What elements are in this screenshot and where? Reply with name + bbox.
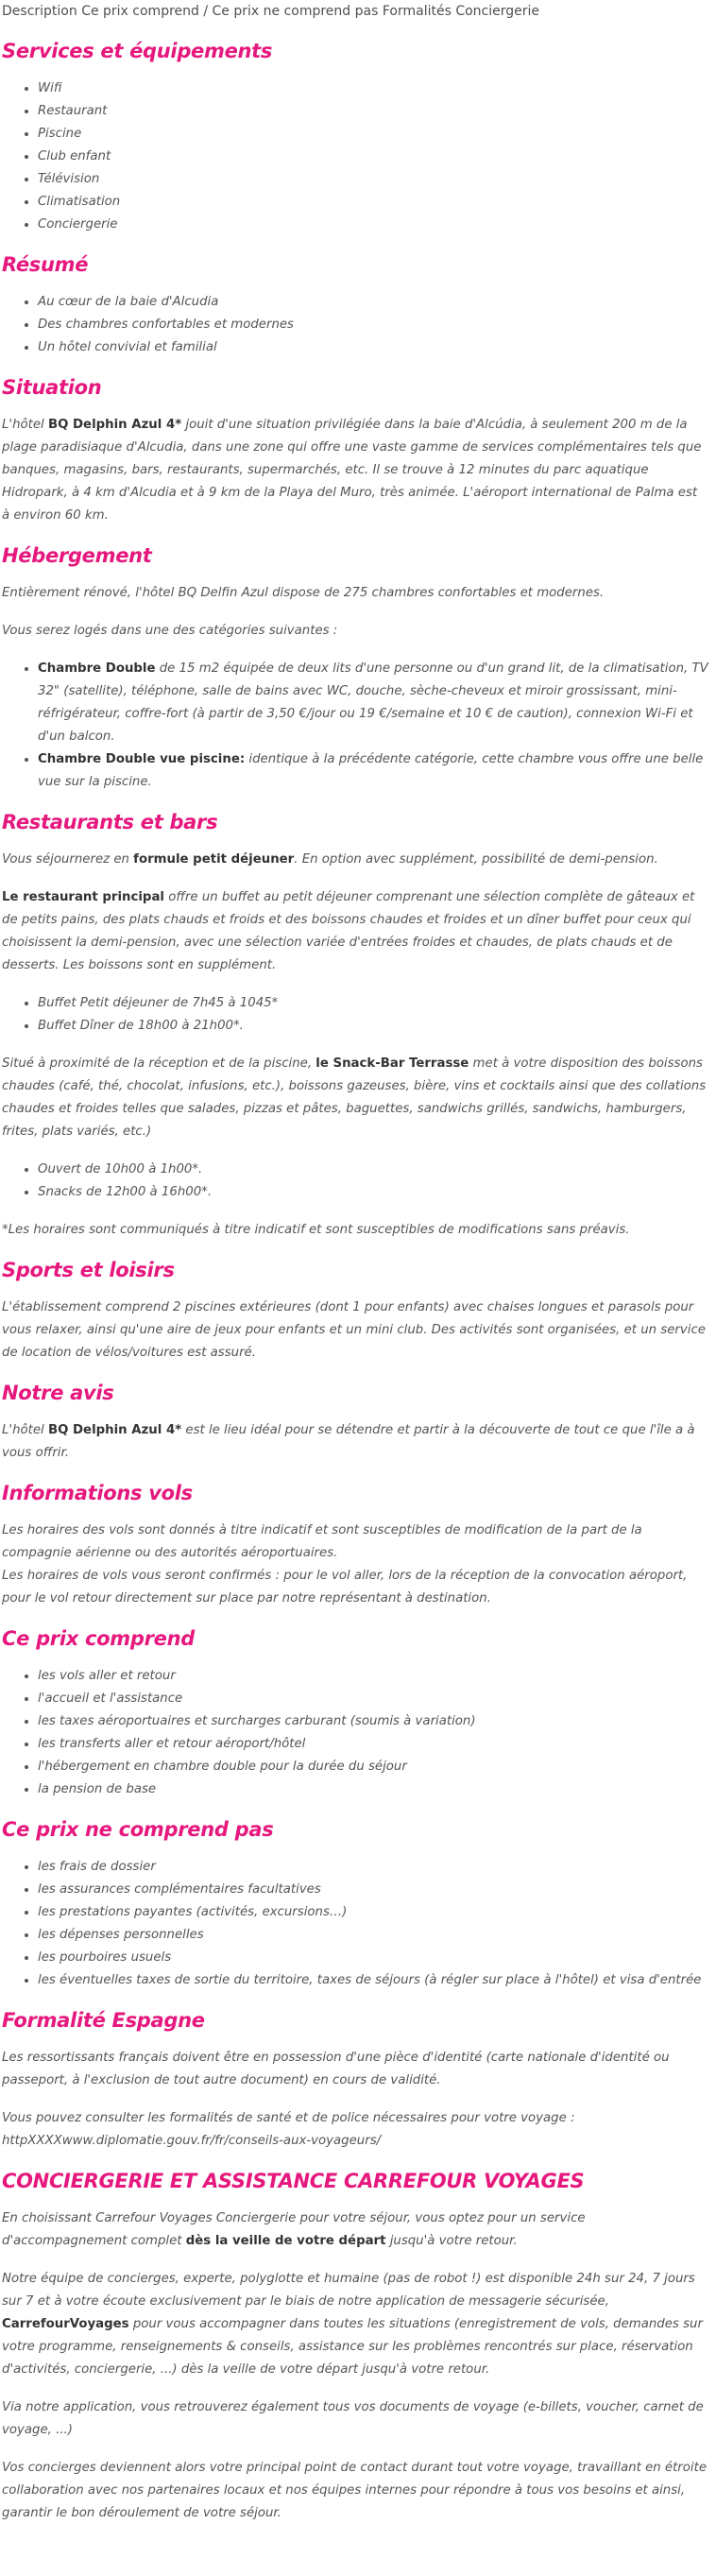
- sports-text: L'établissement comprend 2 piscines extérieures (dont 1 pour enfants) avec chaises longues et parasols pour vous relaxer, ainsi qu'une aire de jeux pour enfants et un mini club. Des activités sont organisées, et un service de location de vélos/voitures est assuré.: [2, 1300, 706, 1360]
- conciergerie-contact: Vos concierges deviennent alors votre principal point de contact durant tout votre voyage, travaillant en étroite collaboration avec nos partenaires locaux et nos équipes internes pour répondre à tous vos besoins et ainsi, garantir le bon déroulement de votre séjour.: [2, 2461, 707, 2520]
- restaurant-hours: [2, 992, 708, 1038]
- tab-conciergerie[interactable]: Conciergerie: [455, 4, 540, 19]
- vols-text-1: Les horaires des vols sont donnés à titre indicatif et sont susceptibles de modification de la part de la compagnie aérienne ou des autorités aéroportuaires.: [2, 1523, 642, 1560]
- services-title: Services et équipements: [2, 40, 273, 62]
- room-list: [2, 658, 708, 794]
- list-item: • Wifi: [38, 77, 708, 100]
- hours-note: *Les horaires sont communiqués à titre indicatif et sont susceptibles de modifications sans préavis.: [2, 1223, 630, 1237]
- list-item: • les transferts aller et retour aéroport/hôtel: [38, 1733, 708, 1756]
- list-item: • Snacks de 12h00 à 16h00*.: [38, 1181, 708, 1204]
- conciergerie-team: Notre équipe de concierges, experte, polyglotte et humaine (pas de robot !) est disponible 24h sur 24, 7 jours sur 7 et à votre écoute exclusivement par le biais de notre application de messagerie sécurisée, CarrefourVoyages pour vous accompagner dans toutes les situations (enregistrement de vols, demandes sur votre programme, renseignements & conseils, assistance sur les problèmes rencontrés sur place, réservation d'activités, conciergerie, ...) dès la veille de votre départ jusqu'à votre retour.: [2, 2272, 703, 2377]
- list-item: • les prestations payantes (activités, excursions…): [38, 1901, 708, 1924]
- snack-bar-text: Situé à proximité de la réception et de la piscine, le Snack-Bar Terrasse met à votre disposition des boissons chaudes (café, thé, chocolat, infusions, etc.), boissons gazeuses, bière, vins et cocktails ainsi que des collations chaudes et froides telles que salades, pizzas et pâtes, baguettes, sandwichs grillés, sandwichs, hamburgers, frites, plats variés, etc.): [2, 1056, 707, 1139]
- list-item: • Buffet Dîner de 18h00 à 21h00*.: [38, 1015, 708, 1038]
- list-item: • les frais de dossier: [38, 1856, 708, 1879]
- restaurants-title: Restaurants et bars: [2, 811, 218, 833]
- formalite-text: Les ressortissants français doivent être en possession d'une pièce d'identité (carte nationale d'identité ou passeport, à l'exclusion de tout autre document) en cours de validité.: [2, 2051, 670, 2087]
- list-item: • Ouvert de 10h00 à 1h00*.: [38, 1159, 708, 1181]
- list-item: • Climatisation: [38, 191, 708, 214]
- list-item: • Conciergerie: [38, 214, 708, 236]
- list-item: • Chambre Double vue piscine: identique à la précédente catégorie, cette chambre vous offre une belle vue sur la piscine.: [38, 748, 708, 794]
- list-item: • Des chambres confortables et modernes: [38, 314, 708, 336]
- list-item: • la pension de base: [38, 1778, 708, 1801]
- conciergerie-app: Via notre application, vous retrouverez également tous vos documents de voyage (e-billets, voucher, carnet de voyage, ...): [2, 2400, 704, 2437]
- list-item: • Restaurant: [38, 100, 708, 123]
- ne-comprend-list: [2, 1856, 708, 1992]
- tab-bar: [2, 0, 708, 21]
- list-item: • l'accueil et l'assistance: [38, 1688, 708, 1710]
- list-item: • Piscine: [38, 123, 708, 146]
- snack-bar-hours: [2, 1159, 708, 1204]
- list-item: • Buffet Petit déjeuner de 7h45 à 1045*: [38, 992, 708, 1015]
- list-item: • les taxes aéroportuaires et surcharges carburant (soumis à variation): [38, 1710, 708, 1733]
- situation-text: L'hôtel BQ Delphin Azul 4* jouit d'une situation privilégiée dans la baie d'Alcúdia, à seulement 200 m de la plage paradisiaque d'Alcudia, dans une zone qui offre une vaste gamme de services complémentaires tels que banques, magasins, bars, restaurants, supermarchés, etc. Il se trouve à 12 minutes du parc aquatique Hidropark, à 4 km d'Alcudia et à 9 km de la Playa del Muro, très animée. L'aéroport international de Palma est à environ 60 km.: [2, 418, 702, 523]
- list-item: • l'hébergement en chambre double pour la durée du séjour: [38, 1756, 708, 1778]
- hebergement-categories-intro: Vous serez logés dans une des catégories suivantes :: [2, 624, 338, 638]
- list-item: • les vols aller et retour: [38, 1665, 708, 1688]
- list-item: • les éventuelles taxes de sortie du territoire, taxes de séjours (à régler sur place à l'hôtel) et visa d'entrée: [38, 1969, 708, 1992]
- list-item: • les assurances complémentaires facultatives: [38, 1879, 708, 1901]
- hebergement-intro: Entièrement rénové, l'hôtel BQ Delfin Azul dispose de 275 chambres confortables et modernes.: [2, 586, 605, 600]
- sports-title: Sports et loisirs: [2, 1259, 175, 1281]
- list-item: • les pourboires usuels: [38, 1947, 708, 1969]
- vols-text-2: Les horaires de vols vous seront confirmés : pour le vol aller, lors de la réception de la convocation aéroport, pour le vol retour directement sur place par notre représentant à destination.: [2, 1569, 688, 1606]
- restaurants-formula: Vous séjournerez en formule petit déjeuner. En option avec supplément, possibilité de demi-pension.: [2, 852, 658, 867]
- list-item: • Un hôtel convivial et familial: [38, 336, 708, 359]
- list-item: • Télévision: [38, 168, 708, 191]
- restaurant-principal: Le restaurant principal offre un buffet au petit déjeuner comprenant une sélection complète de gâteaux et de petits pains, des plats chauds et froids et des boissons chaudes et froides et un dîner buffet pour ceux qui choisissent la demi-pension, avec une sélection variée d'entrées froides et chaudes, de plats chauds et de desserts. Les boissons sont en supplément.: [2, 890, 695, 972]
- conciergerie-title: CONCIERGERIE ET ASSISTANCE CARREFOUR VOYAGES: [2, 2170, 585, 2192]
- tab-description[interactable]: Description: [2, 4, 77, 19]
- avis-title: Notre avis: [2, 1382, 114, 1404]
- ne-comprend-title: Ce prix ne comprend pas: [2, 1818, 274, 1841]
- formalite-title: Formalité Espagne: [2, 2009, 205, 2032]
- diplomatie-link[interactable]: httpXXXXwww.diplomatie.gouv.fr/fr/conseils-aux-voyageurs/: [2, 2134, 382, 2148]
- tab-formalites[interactable]: Formalités: [382, 4, 452, 19]
- conciergerie-intro: En choisissant Carrefour Voyages Conciergerie pour votre séjour, vous optez pour un service d'accompagnement complet dès la veille de votre départ jusqu'à votre retour.: [2, 2211, 586, 2248]
- list-item: • Au cœur de la baie d'Alcudia: [38, 291, 708, 314]
- avis-text: L'hôtel BQ Delphin Azul 4* est le lieu idéal pour se détendre et partir à la découverte de tout ce que l'île a à vous offrir.: [2, 1423, 695, 1460]
- situation-title: Situation: [2, 376, 102, 399]
- hebergement-title: Hébergement: [2, 544, 152, 567]
- resume-title: Résumé: [2, 253, 89, 276]
- formalite-consult: Vous pouvez consulter les formalités de santé et de police nécessaires pour votre voyage : httpXXXXwww.diplomatie.gouv.fr/fr/conseils-aux-voyageurs/: [2, 2111, 575, 2148]
- list-item: • les dépenses personnelles: [38, 1924, 708, 1947]
- list-item: • Club enfant: [38, 146, 708, 168]
- tab-prix[interactable]: Ce prix comprend / Ce prix ne comprend pas: [81, 4, 379, 19]
- comprend-title: Ce prix comprend: [2, 1627, 195, 1650]
- services-list: [2, 77, 708, 236]
- vols-title: Informations vols: [2, 1482, 193, 1504]
- list-item: • Chambre Double de 15 m2 équipée de deux lits d'une personne ou d'un grand lit, de la climatisation, TV 32" (satellite), téléphone, salle de bains avec WC, douche, sèche-cheveux et miroir grossissant, mini-réfrigérateur, coffre-fort (à partir de 3,50 €/jour ou 19 €/semaine et 10 € de caution), connexion Wi-Fi et d'un balcon.: [38, 658, 708, 748]
- resume-list: [2, 291, 708, 359]
- comprend-list: [2, 1665, 708, 1801]
